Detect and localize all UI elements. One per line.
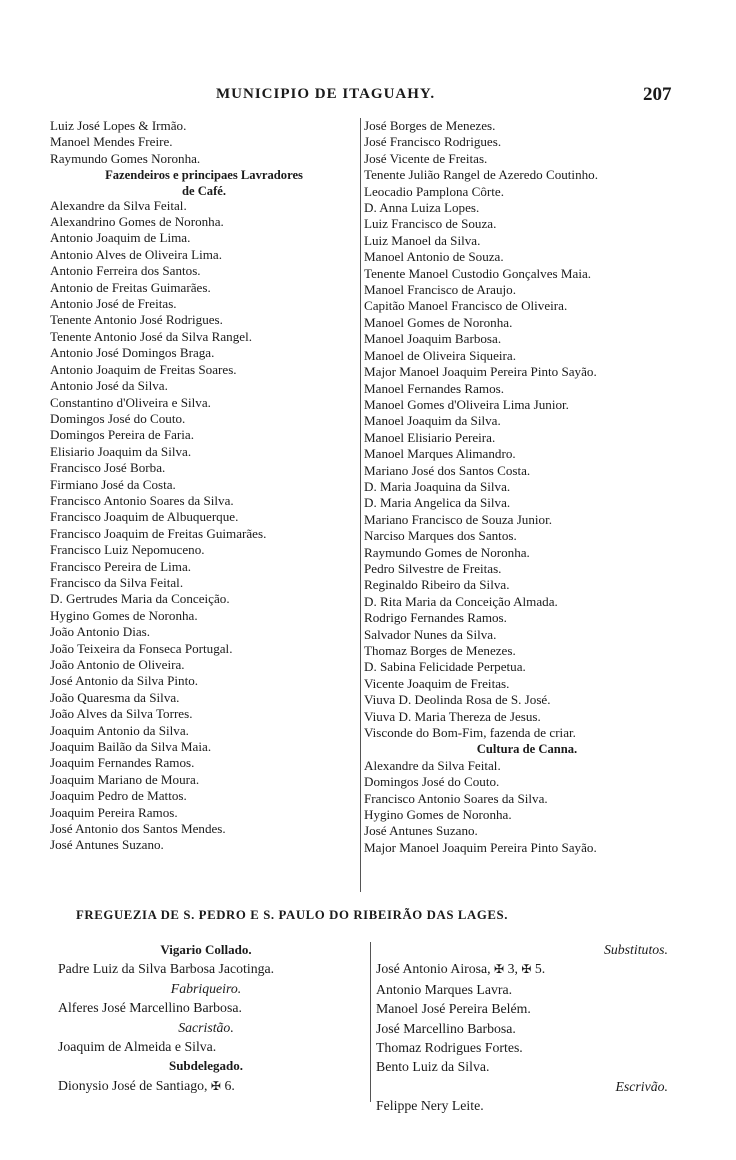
subdelegado-entry	[58, 1076, 354, 1096]
list-item: Manoel Marques Alimandro.	[364, 446, 516, 462]
freguezia-left-column	[58, 940, 354, 1096]
list-item: Domingos Pereira de Faria.	[50, 427, 194, 443]
list-item: Antonio Joaquim de Freitas Soares.	[50, 361, 237, 377]
subdelegado-heading: Subdelegado.	[168, 1058, 244, 1074]
list-item: Joaquim Antonio da Silva.	[50, 722, 189, 738]
list-item: Manoel Mendes Freire.	[50, 134, 173, 150]
vigario-name: Padre Luiz da Silva Barbosa Jacotinga.	[58, 961, 275, 977]
vigario-heading: Vigario Collado.	[160, 942, 252, 957]
list-item: João Antonio Dias.	[50, 624, 151, 640]
list-item: Francisco Pereira de Lima.	[50, 558, 192, 574]
list-item: Joaquim Mariano de Moura.	[50, 771, 200, 787]
list-item: Francisco José Borba.	[50, 460, 166, 476]
list-item: Salvador Nunes da Silva.	[364, 626, 497, 642]
list-item: Manoel Gomes de Noronha.	[364, 314, 513, 330]
list-item: Francisco Antonio Soares da Silva.	[50, 492, 234, 508]
list-item: Luiz Manoel da Silva.	[364, 232, 481, 248]
left-column	[50, 118, 358, 854]
list-item: Manoel Antonio de Souza.	[364, 249, 504, 265]
freguezia-right-column	[376, 940, 686, 1116]
list-item: Pedro Silvestre de Freitas.	[364, 560, 502, 576]
list-item: Manoel Joaquim Barbosa.	[364, 331, 502, 347]
list-item: Luiz José Lopes & Irmão.	[50, 118, 187, 133]
list-item: José Marcellino Barbosa.	[376, 1020, 516, 1036]
substitutos-heading: Substitutos.	[603, 942, 668, 957]
list-item: Manoel Francisco de Araujo.	[364, 282, 516, 298]
list-item: Manoel José Pereira Belém.	[376, 1001, 531, 1017]
list-item: Antonio de Freitas Guimarães.	[50, 279, 211, 295]
list-item: Tenente Antonio José da Silva Rangel.	[50, 328, 252, 344]
list-item: Francisco Joaquim de Albuquerque.	[50, 509, 239, 525]
order-number: 6.	[224, 1077, 235, 1093]
column-divider	[370, 942, 371, 1102]
list-item: Antonio Marques Lavra.	[376, 981, 513, 997]
list-item: Antonio José de Freitas.	[50, 296, 177, 312]
order-number: 3,	[507, 961, 518, 977]
list-item: José Antunes Suzano.	[50, 837, 164, 853]
order-cross-icon: ✠	[494, 962, 505, 977]
list-item: D. Maria Joaquina da Silva.	[364, 478, 511, 494]
list-item: Narciso Marques dos Santos.	[364, 528, 517, 544]
list-item: Thomaz Borges de Menezes.	[364, 643, 516, 658]
order-cross-icon: ✠	[521, 962, 532, 977]
list-item: Viuva D. Deolinda Rosa de S. José.	[364, 692, 551, 708]
canna-list	[364, 758, 690, 856]
section-heading-cultura-canna: Cultura de Canna.	[476, 742, 578, 757]
list-item: Rodrigo Fernandes Ramos.	[364, 610, 507, 626]
list-item: Francisco Luiz Nepomuceno.	[50, 542, 205, 558]
list-item: João Alves da Silva Torres.	[50, 706, 193, 722]
list-item: Manoel Joaquim da Silva.	[364, 413, 501, 429]
list-item: Antonio Joaquim de Lima.	[50, 230, 191, 246]
list-item: Luiz Francisco de Souza.	[364, 216, 497, 232]
list-item: Capitão Manoel Francisco de Oliveira.	[364, 298, 568, 314]
list-item: Major Manoel Joaquim Pereira Pinto Sayão.	[364, 364, 597, 380]
list-item: João Teixeira da Fonseca Portugal.	[50, 640, 233, 656]
column-divider	[360, 118, 361, 892]
order-number: 5.	[534, 961, 546, 977]
list-item: José Francisco Rodrigues.	[364, 134, 502, 150]
list-item: João Quaresma da Silva.	[50, 689, 180, 705]
list-item: Domingos José do Couto.	[364, 774, 500, 790]
list-item: Mariano Francisco de Souza Junior.	[364, 511, 552, 527]
page-number: 207	[643, 84, 672, 105]
list-item: Major Manoel Joaquim Pereira Pinto Sayão.	[364, 839, 597, 855]
list-item: José Borges de Menezes.	[364, 118, 496, 133]
list-item: D. Maria Angelica da Silva.	[364, 495, 511, 511]
list-item: Bento Luiz da Silva.	[376, 1059, 490, 1075]
list-item: Tenente Julião Rangel de Azeredo Coutinho.	[364, 167, 598, 183]
list-item: Joaquim Pedro de Mattos.	[50, 788, 187, 804]
list-item: Antonio Ferreira dos Santos.	[50, 263, 201, 279]
list-item: Domingos José do Couto.	[50, 410, 186, 426]
list-item: Hygino Gomes de Noronha.	[50, 607, 198, 623]
list-item: Joaquim Fernandes Ramos.	[50, 755, 195, 771]
list-item: Mariano José dos Santos Costa.	[364, 462, 531, 478]
list-item: Joaquim Bailão da Silva Maia.	[50, 739, 212, 755]
fabriqueiro-name: Alferes José Marcellino Barbosa.	[58, 1000, 242, 1016]
substituto-entry	[376, 959, 686, 979]
list-item: D. Sabina Felicidade Perpetua.	[364, 659, 526, 675]
right-column	[364, 118, 690, 856]
list-item: José Antonio da Silva Pinto.	[50, 673, 199, 689]
escrivao-name: Felippe Nery Leite.	[376, 1098, 484, 1114]
list-item: Viuva D. Maria Thereza de Jesus.	[364, 708, 541, 724]
list-item: Tenente Antonio José Rodrigues.	[50, 312, 223, 328]
list-item: Alexandrino Gomes de Noronha.	[50, 214, 224, 230]
sacristao-name: Joaquim de Almeida e Silva.	[58, 1039, 217, 1055]
list-item: Reginaldo Ribeiro da Silva.	[364, 577, 510, 593]
list-item: Vicente Joaquim de Freitas.	[364, 675, 510, 691]
list-item: Firmiano José da Costa.	[50, 476, 176, 492]
list-item: D. Rita Maria da Conceição Almada.	[364, 593, 558, 609]
list-item: D. Anna Luiza Lopes.	[364, 200, 480, 216]
list-item: Antonio José da Silva.	[50, 378, 168, 394]
list-item: José Antonio dos Santos Mendes.	[50, 821, 226, 837]
list-item: Raymundo Gomes de Noronha.	[364, 544, 530, 560]
subdelegado-name: Dionysio José de Santiago,	[58, 1077, 208, 1093]
list-item: Manoel Fernandes Ramos.	[364, 380, 505, 396]
list-item: Thomaz Rodrigues Fortes.	[376, 1040, 523, 1056]
list-item: José Antunes Suzano.	[364, 823, 478, 839]
list-item: Manoel de Oliveira Siqueira.	[364, 347, 516, 363]
fabriqueiro-heading: Fabriqueiro.	[170, 980, 242, 996]
list-item: Visconde do Bom-Fim, fazenda de criar.	[364, 725, 576, 741]
page-header-title: MUNICIPIO DE ITAGUAHY.	[216, 86, 436, 102]
section-heading-fazendeiros-line2: de Café.	[181, 183, 227, 198]
order-cross-icon: ✠	[210, 1078, 221, 1093]
section-heading-fazendeiros: Fazendeiros e principaes Lavradores	[105, 168, 303, 183]
list-item: Alexandre da Silva Feital.	[50, 197, 187, 213]
list-item: Manoel Elisiario Pereira.	[364, 429, 496, 445]
list-item: Manoel Gomes d'Oliveira Lima Junior.	[364, 396, 569, 412]
list-item: Constantino d'Oliveira e Silva.	[50, 394, 211, 410]
list-item: Joaquim Pereira Ramos.	[50, 804, 178, 820]
list-item: Francisco Joaquim de Freitas Guimarães.	[50, 525, 267, 541]
list-item: Francisco da Silva Feital.	[50, 574, 184, 590]
list-item: João Antonio de Oliveira.	[50, 657, 185, 672]
list-item: Antonio José Domingos Braga.	[50, 345, 215, 361]
list-item: D. Gertrudes Maria da Conceição.	[50, 591, 230, 607]
fazendeiros-list	[50, 198, 358, 854]
list-item: Leocadio Pamplona Côrte.	[364, 183, 504, 199]
freguezia-title: FREGUEZIA DE S. PEDRO E S. PAULO DO RIBEIRÃO DAS LAGES.	[76, 908, 509, 922]
list-item: Elisiario Joaquim da Silva.	[50, 443, 192, 459]
list-item: Raymundo Gomes Noronha.	[50, 150, 201, 166]
list-item: Alexandre da Silva Feital.	[364, 757, 501, 773]
substituto-name: José Antonio Airosa,	[376, 961, 491, 977]
escrivao-heading: Escrivão.	[615, 1078, 668, 1094]
list-item: Antonio Alves de Oliveira Lima.	[50, 246, 223, 262]
list-item: Tenente Manoel Custodio Gonçalves Maia.	[364, 265, 592, 281]
list-item: Hygino Gomes de Noronha.	[364, 807, 512, 823]
list-item: Francisco Antonio Soares da Silva.	[364, 790, 548, 806]
list-item: José Vicente de Freitas.	[364, 150, 488, 166]
sacristao-heading: Sacristão.	[178, 1019, 234, 1035]
